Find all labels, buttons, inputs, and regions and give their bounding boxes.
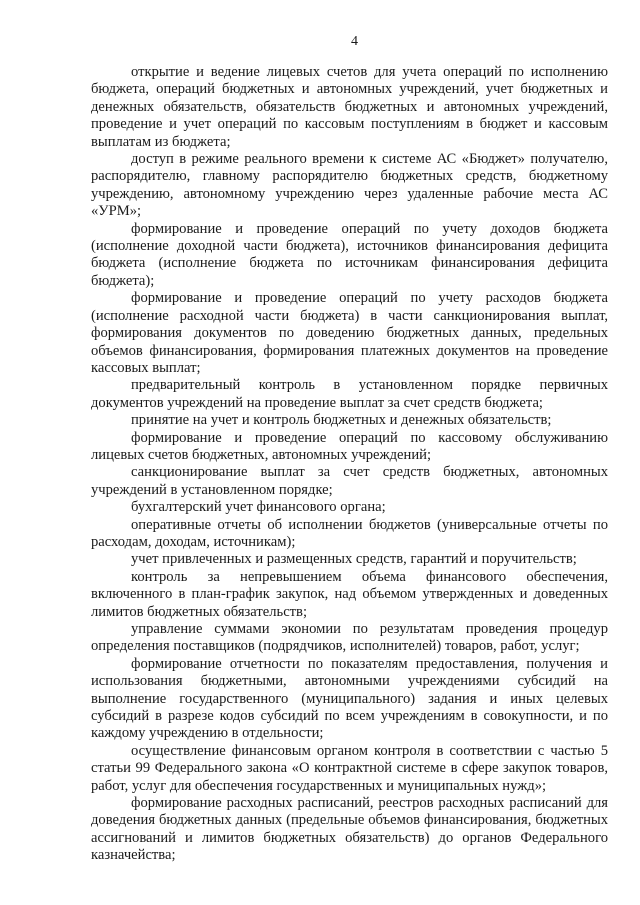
paragraph: формирование и проведение операций по учету расходов бюджета (исполнение расходной части бюджета) в части санкционирования выплат, формирования документов по доведению бюджетных данных, предельных объемов финансирования, формирования платежных документов на проведение кассовых выплат; xyxy=(91,290,608,376)
paragraph: формирование и проведение операций по учету доходов бюджета (исполнение доходной части бюджета), источников финансирования дефицита бюджета (исполнение бюджета по источникам финансирования дефицита бюджета); xyxy=(91,220,608,289)
page-number: 4 xyxy=(351,34,358,49)
paragraph: санкционирование выплат за счет средств бюджетных, автономных учреждений в установленном порядке; xyxy=(91,464,608,498)
paragraph: оперативные отчеты об исполнении бюджетов (универсальные отчеты по расходам, доходам, источникам); xyxy=(91,516,608,550)
paragraph: бухгалтерский учет финансового органа; xyxy=(131,499,386,516)
paragraph: формирование расходных расписаний, реестров расходных расписаний для доведения бюджетных данных (предельные объемов финансирования, бюджетных ассигнований и лимитов бюджетных обязательств) до органов Федерального казначейства; xyxy=(91,795,608,864)
paragraph: учет привлеченных и размещенных средств, гарантий и поручительств; xyxy=(131,551,577,568)
paragraph: формирование отчетности по показателям предоставления, получения и использования бюджетными, автономными учреждениями субсидий на выполнение государственного (муниципального) задания и иных целевых субсидий в разрезе кодов субсидий по всем учреждениям в совокупности, и по каждому учреждению в отдельности; xyxy=(91,655,608,742)
paragraph: управление суммами экономии по результатам проведения процедур определения поставщиков (подрядчиков, исполнителей) товаров, работ, услуг; xyxy=(91,621,608,655)
paragraph: принятие на учет и контроль бюджетных и денежных обязательств; xyxy=(131,412,552,429)
paragraph: контроль за непревышением объема финансового обеспечения, включенного в план-график закупок, над объемом утвержденных и доведенных лимитов бюджетных обязательств; xyxy=(91,568,608,620)
paragraph: формирование и проведение операций по кассовому обслуживанию лицевых счетов бюджетных, автономных учреждений; xyxy=(91,429,608,463)
paragraph: открытие и ведение лицевых счетов для учета операций по исполнению бюджета, операций бюджетных и автономных учреждений, учет бюджетных и денежных обязательств, обязательств бюджетных и автономных учреждений, проведение и учет операций по кассовым поступлениям в бюджет и кассовым выплатам из бюджета; xyxy=(91,64,608,150)
paragraph: предварительный контроль в установленном порядке первичных документов учреждений на проведение выплат за счет средств бюджета; xyxy=(91,377,608,411)
paragraph: доступ в режиме реального времени к системе АС «Бюджет» получателю, распорядителю, главному распорядителю бюджетных средств, бюджетному учреждению, автономному учреждению через удаленные рабочие места АС «УРМ»; xyxy=(91,151,608,220)
paragraph: осуществление финансовым органом контроля в соответствии с частью 5 статьи 99 Федерального закона «О контрактной системе в сфере закупок товаров, работ, услуг для обеспечения государственных и муниципальных нужд»; xyxy=(91,742,608,794)
